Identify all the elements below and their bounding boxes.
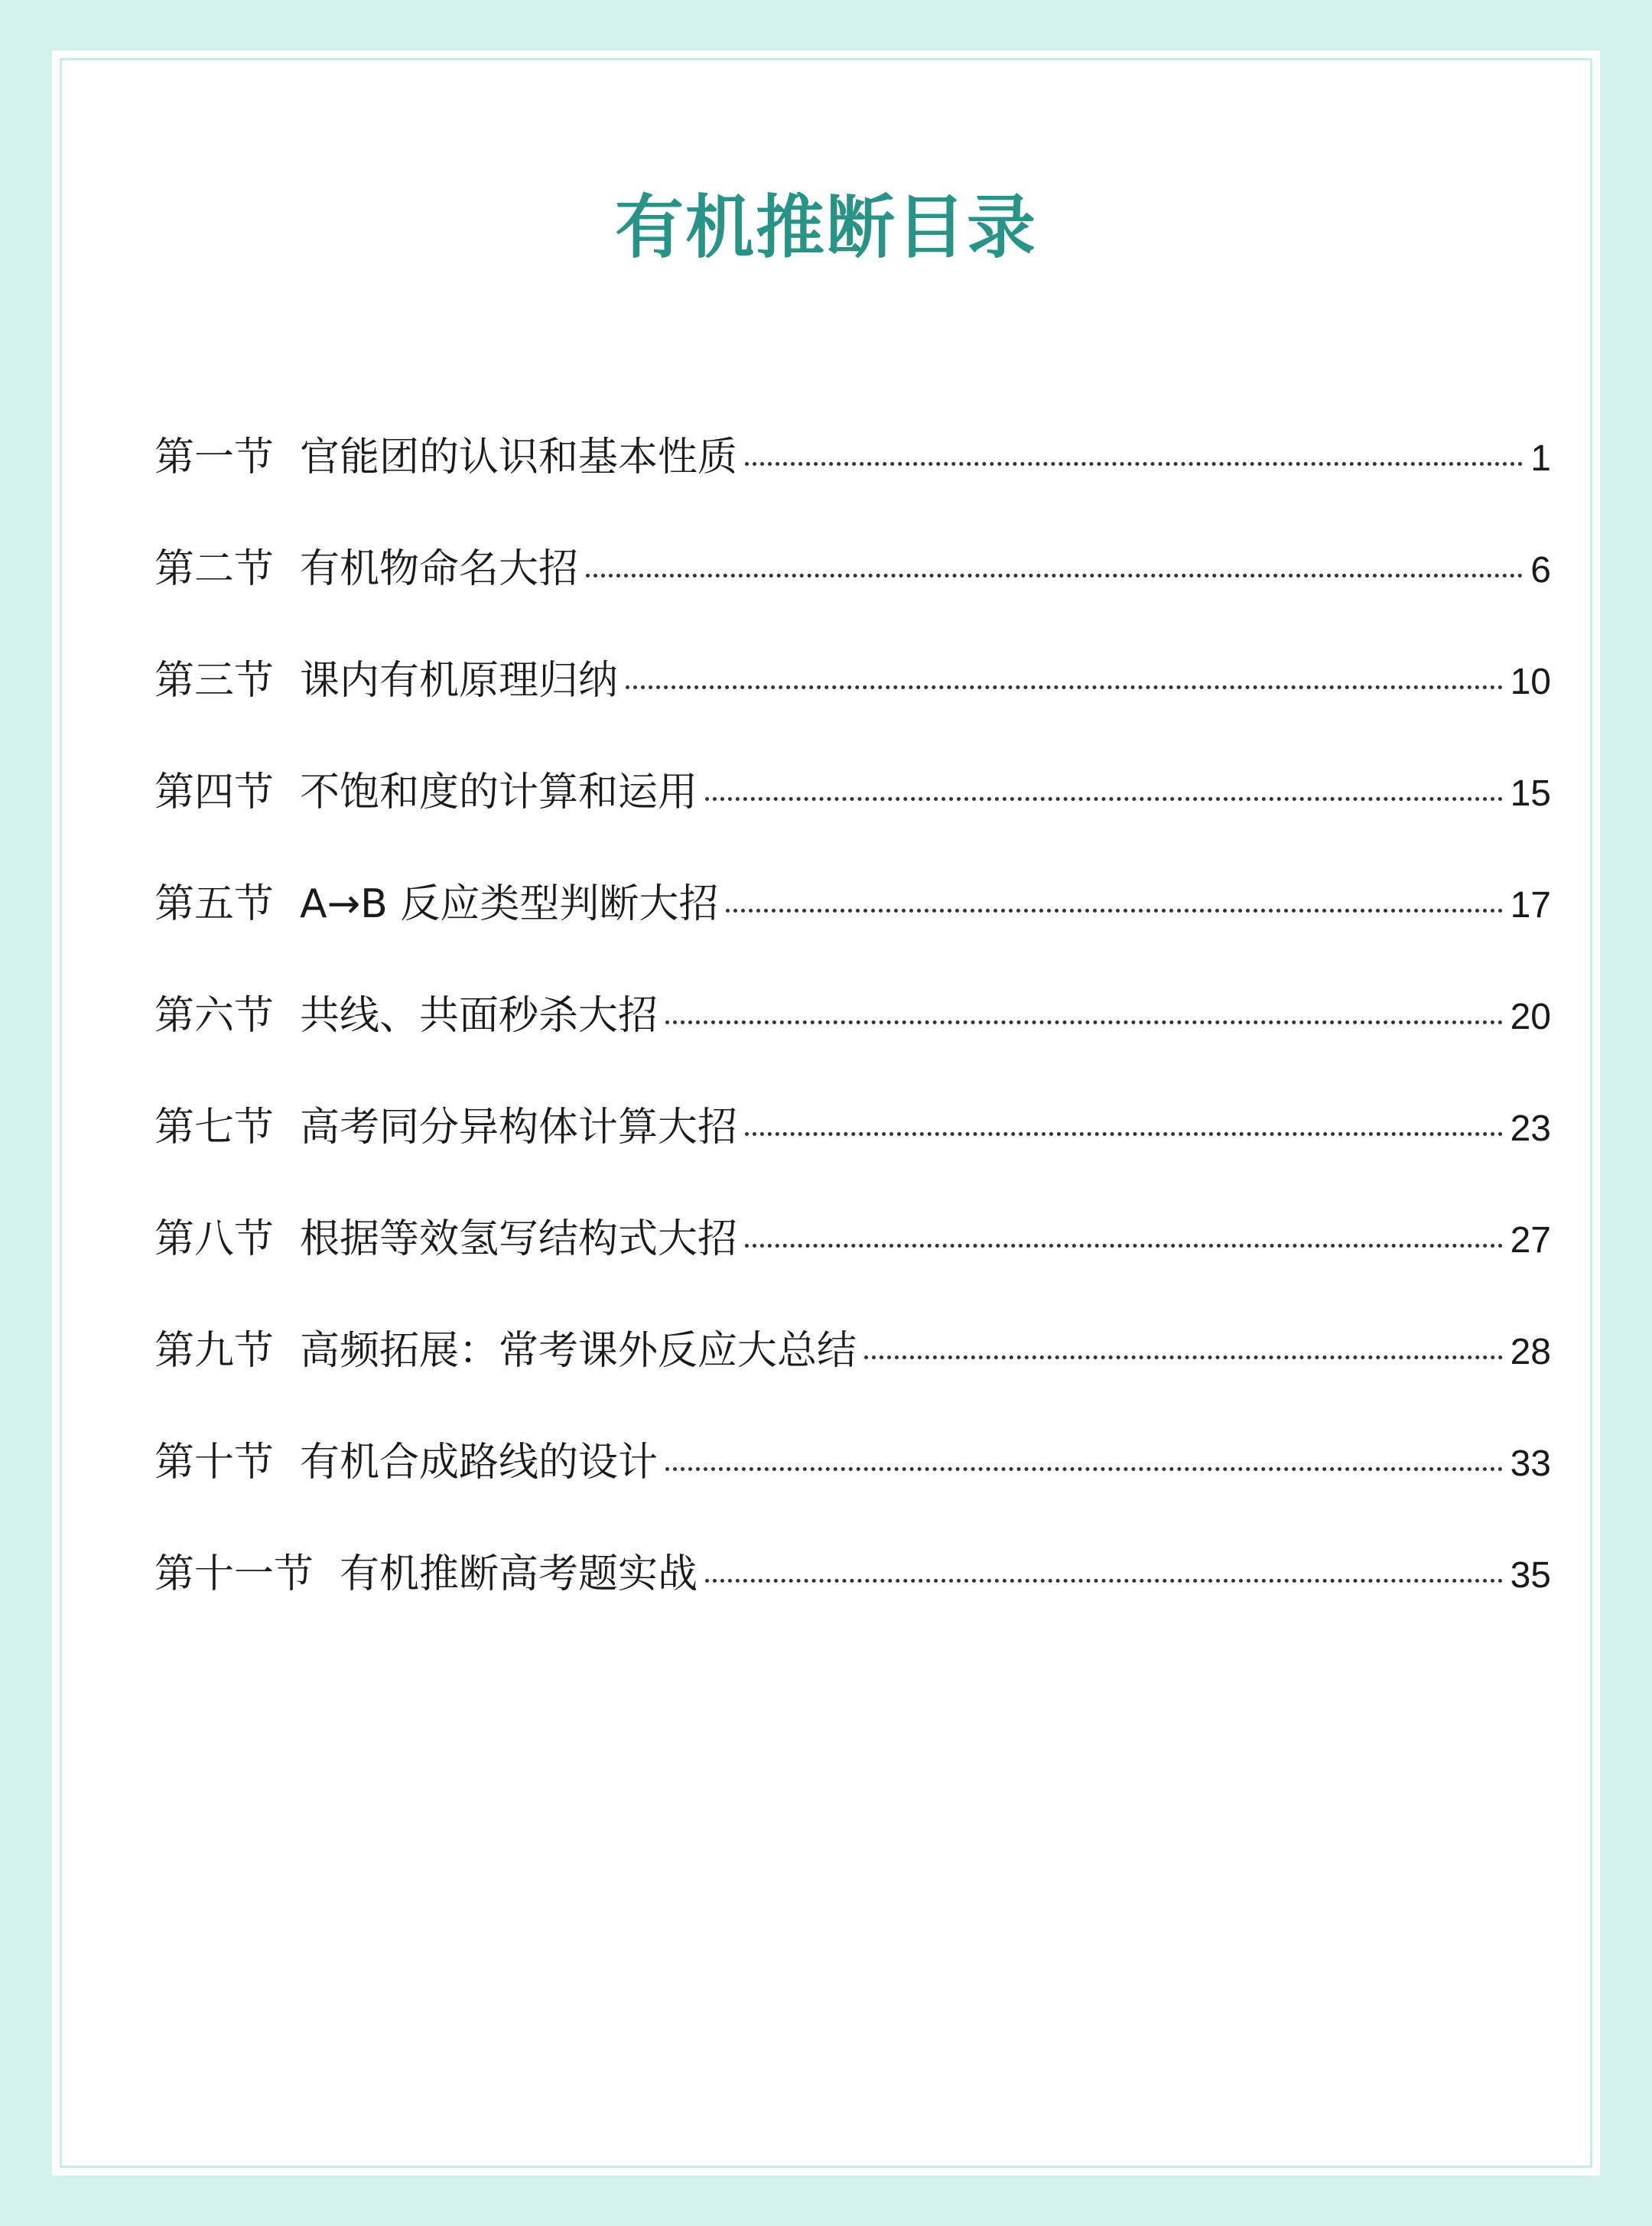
toc-entry[interactable] <box>154 412 1551 523</box>
toc-entry-title: 有机物命名大招 <box>300 546 579 592</box>
toc-entry[interactable] <box>154 970 1551 1082</box>
toc-entry-title: 不饱和度的计算和运用 <box>300 770 698 815</box>
toc-entry[interactable] <box>154 1417 1551 1528</box>
toc-leader-dots <box>665 1467 1503 1471</box>
toc-entry-title: 高频拓展：常考课外反应大总结 <box>300 1328 857 1374</box>
toc-entry-title: A→B 反应类型判断大招 <box>300 881 719 927</box>
toc-page-number: 15 <box>1510 773 1551 814</box>
toc-leader-dots <box>745 1132 1503 1136</box>
toc-entry-title: 课内有机原理归纳 <box>300 658 619 704</box>
toc-leader-dots <box>665 1020 1503 1024</box>
toc-entry-title: 共线、共面秒杀大招 <box>300 993 659 1039</box>
toc-page-number: 1 <box>1530 438 1551 479</box>
toc-page-number: 23 <box>1510 1108 1551 1149</box>
toc-section-number: 第十节 <box>154 1440 275 1486</box>
toc-section-number: 第三节 <box>154 658 275 704</box>
toc-leader-dots <box>705 797 1503 801</box>
toc-entry-title: 有机合成路线的设计 <box>300 1440 659 1486</box>
toc-entry[interactable] <box>154 1528 1551 1640</box>
toc-section-number: 第七节 <box>154 1105 275 1150</box>
toc-entry[interactable] <box>154 635 1551 747</box>
toc-entry[interactable] <box>154 523 1551 635</box>
table-of-contents <box>154 412 1551 1640</box>
toc-leader-dots <box>705 1579 1503 1583</box>
toc-page-number: 28 <box>1510 1332 1551 1372</box>
toc-leader-dots <box>586 574 1523 578</box>
toc-page-number: 33 <box>1510 1443 1551 1484</box>
toc-section-number: 第四节 <box>154 770 275 815</box>
toc-leader-dots <box>745 462 1523 466</box>
toc-entry[interactable] <box>154 747 1551 858</box>
toc-section-number: 第二节 <box>154 546 275 592</box>
page-title: 有机推断目录 <box>615 187 1037 268</box>
toc-entry[interactable] <box>154 1082 1551 1193</box>
toc-page-number: 20 <box>1510 997 1551 1037</box>
toc-entry[interactable] <box>154 858 1551 970</box>
toc-entry-title: 官能团的认识和基本性质 <box>300 434 738 480</box>
toc-leader-dots <box>626 685 1503 689</box>
toc-page-number: 17 <box>1510 885 1551 926</box>
toc-entry-title: 根据等效氢写结构式大招 <box>300 1216 738 1262</box>
toc-entry-title: 高考同分异构体计算大招 <box>300 1105 738 1150</box>
toc-leader-dots <box>726 909 1502 913</box>
document-page <box>52 50 1600 2176</box>
toc-page-number: 6 <box>1530 550 1551 591</box>
toc-section-number: 第九节 <box>154 1328 275 1374</box>
toc-section-number: 第八节 <box>154 1216 275 1262</box>
toc-entry[interactable] <box>154 1305 1551 1417</box>
toc-entry[interactable] <box>154 1193 1551 1305</box>
toc-page-number: 35 <box>1510 1555 1551 1596</box>
toc-page-number: 27 <box>1510 1220 1551 1261</box>
toc-leader-dots <box>745 1244 1503 1248</box>
toc-section-number: 第一节 <box>154 434 275 480</box>
toc-leader-dots <box>864 1355 1503 1359</box>
toc-entry-title: 有机推断高考题实战 <box>340 1551 698 1597</box>
toc-section-number: 第六节 <box>154 993 275 1039</box>
toc-section-number: 第十一节 <box>154 1551 314 1597</box>
toc-section-number: 第五节 <box>154 881 275 927</box>
toc-page-number: 10 <box>1510 662 1551 702</box>
